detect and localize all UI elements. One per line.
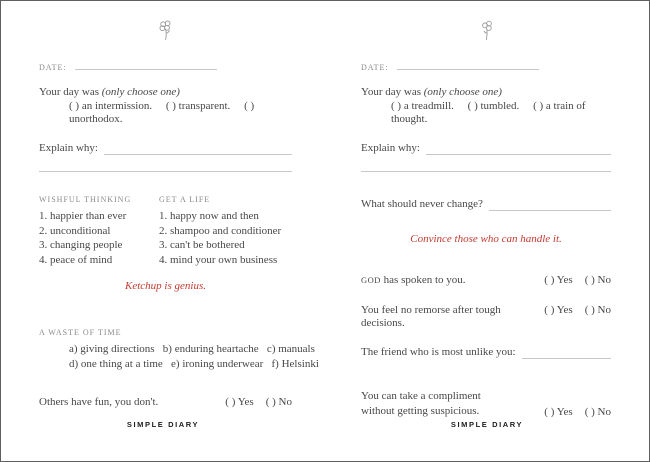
- choice-option: ( ) transparent.: [165, 100, 231, 112]
- day-question: [361, 86, 611, 126]
- flower-ornament-icon: [361, 19, 611, 43]
- no-option: ( ) No: [584, 274, 611, 286]
- yes-no-group: [532, 304, 611, 317]
- yes-option: ( ) Yes: [544, 274, 573, 286]
- list-item: 3. changing people: [39, 239, 123, 251]
- list-title: WISHFUL THINKING: [39, 195, 132, 204]
- choice-option: ( ) unorthodox.: [69, 100, 255, 125]
- yes-no-group: [213, 396, 292, 409]
- flower-ornament-icon: [39, 19, 292, 43]
- two-column-lists: [39, 194, 292, 267]
- write-in-line: [489, 200, 611, 211]
- choice-option: ( ) a train of thought.: [391, 100, 586, 125]
- date-label: DATE:: [39, 63, 67, 72]
- write-in-line: [361, 171, 611, 172]
- yes-no-group: [532, 274, 611, 287]
- get-a-life-list: [159, 194, 292, 267]
- write-in-line: [39, 171, 292, 172]
- friend-question-row: [361, 346, 611, 359]
- option-line: a) giving directions b) enduring heartache c) manuals: [69, 343, 315, 355]
- day-question: [39, 86, 292, 126]
- date-label: DATE:: [361, 63, 389, 72]
- day-question-lead: Your day was (only choose one): [361, 86, 502, 98]
- list-item: 3. can't be bothered: [159, 239, 245, 251]
- waste-of-time-options: [39, 342, 319, 372]
- wishful-thinking-list: [39, 194, 159, 267]
- yes-no-question-row: [361, 389, 611, 419]
- date-field-row: [39, 61, 292, 73]
- day-options: [39, 100, 292, 126]
- left-page: [1, 1, 325, 461]
- write-in-line: [426, 144, 611, 155]
- list-title: GET A LIFE: [159, 195, 211, 204]
- never-change-row: [361, 198, 611, 211]
- option-line: d) one thing at a time e) ironing underwear f) Helsinki: [69, 358, 319, 370]
- yes-no-question-row: [361, 274, 611, 287]
- red-prompt: Convince those who can handle it.: [410, 233, 562, 245]
- statement-text: Others have fun, you don't.: [39, 396, 159, 408]
- god-smallcaps: GOD: [361, 275, 381, 285]
- no-option: ( ) No: [584, 304, 611, 316]
- choice-option: ( ) tumbled.: [467, 100, 520, 112]
- list-item: 2. unconditional: [39, 224, 111, 237]
- list-item: 4. mind your own business: [159, 253, 278, 266]
- date-write-in-line: [397, 61, 539, 70]
- yes-no-question-row: [39, 396, 292, 409]
- day-question-hint: (only choose one): [101, 86, 180, 98]
- yes-option: ( ) Yes: [544, 304, 573, 316]
- yes-no-question-row: [361, 304, 611, 330]
- date-field-row: [361, 61, 611, 73]
- list-item: 1. happy now and then: [159, 210, 259, 222]
- statement-text: GOD has spoken to you.: [361, 274, 466, 286]
- explain-why-row: [39, 142, 292, 155]
- yes-option: ( ) Yes: [544, 406, 573, 418]
- day-options: [361, 100, 611, 126]
- statement-text: You can take a compliment without getting suspicious.: [361, 390, 481, 417]
- friend-question-label: The friend who is most unlike you:: [361, 346, 516, 358]
- choice-option: ( ) a treadmill.: [391, 100, 454, 112]
- list-item: 2. shampoo and conditioner: [159, 224, 282, 237]
- choice-option: ( ) an intermission.: [69, 100, 153, 112]
- never-change-label: What should never change?: [361, 198, 483, 210]
- footer-brand: SIMPLE DIARY: [450, 420, 524, 429]
- explain-why-label: Explain why:: [39, 142, 98, 154]
- no-option: ( ) No: [584, 406, 611, 418]
- waste-of-time-title: A WASTE OF TIME: [39, 328, 122, 337]
- red-prompt: Ketchup is genius.: [125, 280, 206, 292]
- explain-why-row: [361, 142, 611, 155]
- list-item: 1. happier than ever: [39, 210, 127, 222]
- right-page: [325, 1, 649, 461]
- list-item: 4. peace of mind: [39, 253, 113, 266]
- yes-option: ( ) Yes: [225, 396, 254, 408]
- footer-brand: SIMPLE DIARY: [126, 420, 200, 429]
- date-write-in-line: [75, 61, 217, 70]
- no-option: ( ) No: [265, 396, 292, 408]
- statement-text: You feel no remorse after tough decisions.: [361, 304, 501, 329]
- day-question-hint: (only choose one): [423, 86, 502, 98]
- explain-why-label: Explain why:: [361, 142, 420, 154]
- write-in-line: [104, 144, 292, 155]
- day-question-lead: Your day was (only choose one): [39, 86, 180, 98]
- write-in-line: [522, 348, 611, 359]
